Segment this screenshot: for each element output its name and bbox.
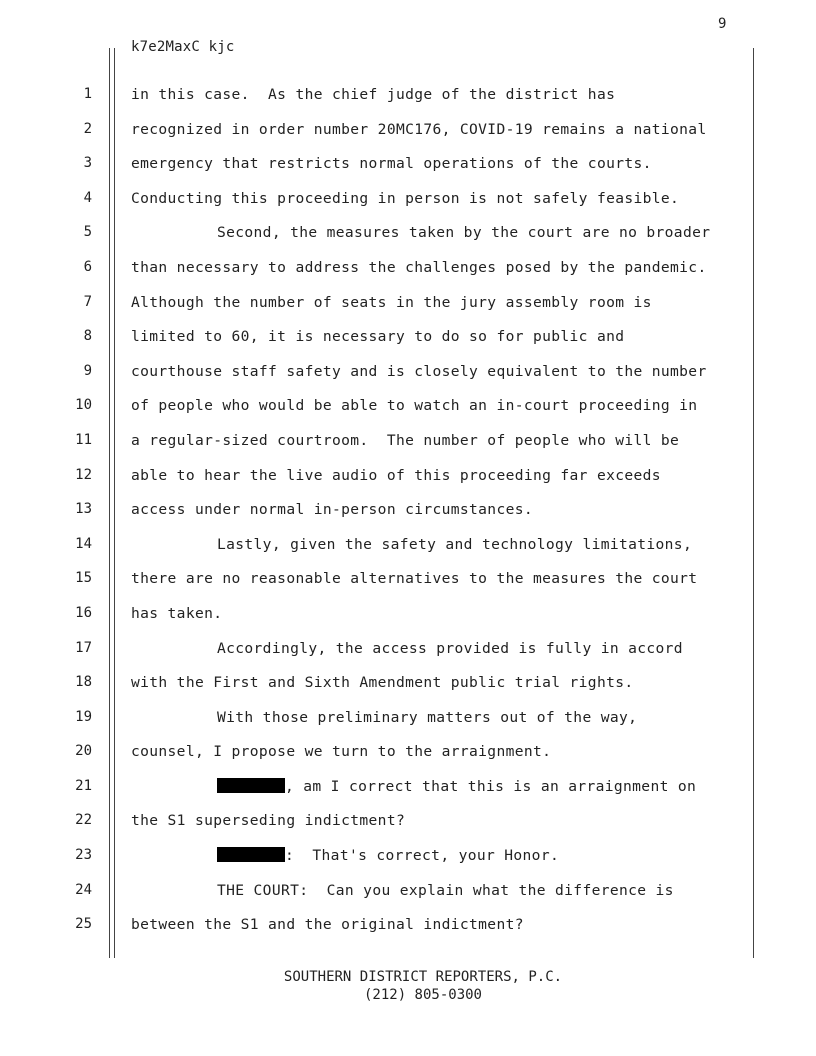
transcript-line <box>0 739 816 774</box>
line-number: 25 <box>75 916 92 933</box>
line-number: 14 <box>75 535 92 552</box>
footer <box>0 968 816 1004</box>
transcript-body <box>0 82 816 947</box>
transcript-line <box>0 324 816 359</box>
line-number: 13 <box>75 501 92 518</box>
line-text: Although the number of seats in the jury assembly room is <box>131 293 652 311</box>
line-text: Accordingly, the access provided is fully in accord <box>217 639 683 657</box>
transcript-line <box>0 774 816 809</box>
line-text: Second, the measures taken by the court are no broader <box>217 224 711 242</box>
transcript-line <box>0 82 816 117</box>
transcript-line <box>0 566 816 601</box>
line-text: in this case. As the chief judge of the district has <box>131 86 616 103</box>
line-number: 21 <box>75 777 92 794</box>
line-number: 4 <box>83 189 92 206</box>
transcript-line <box>0 220 816 255</box>
line-text: than necessary to address the challenges posed by the pandemic. <box>131 258 707 276</box>
line-text: able to hear the live audio of this proceeding far exceeds <box>131 466 661 484</box>
transcript-line <box>0 151 816 186</box>
transcript-line <box>0 290 816 325</box>
line-text: recognized in order number 20MC176, COVID-19 remains a national <box>131 120 707 138</box>
transcript-line <box>0 255 816 290</box>
transcript-line <box>0 497 816 532</box>
transcript-line <box>0 463 816 498</box>
line-number: 17 <box>75 639 92 656</box>
page-number: 9 <box>718 16 727 32</box>
transcript-line <box>0 705 816 740</box>
footer-phone: (212) 805-0300 <box>363 987 482 1003</box>
line-number: 19 <box>75 708 92 725</box>
transcript-line <box>0 393 816 428</box>
line-text: the S1 superseding indictment? <box>131 812 406 830</box>
line-text: of people who would be able to watch an in-court proceeding in <box>131 397 698 415</box>
line-number: 9 <box>83 362 92 379</box>
transcript-line <box>0 912 816 947</box>
line-text: limited to 60, it is necessary to do so for public and <box>131 328 625 346</box>
line-text: Lastly, given the safety and technology limitations, <box>217 535 693 553</box>
transcript-line <box>0 601 816 636</box>
line-text: with the First and Sixth Amendment public trial rights. <box>131 674 634 692</box>
line-text: With those preliminary matters out of the way, <box>217 708 638 726</box>
transcript-line <box>0 843 816 878</box>
line-text: a regular-sized courtroom. The number of people who will be <box>131 431 680 449</box>
transcript-line <box>0 808 816 843</box>
line-text-after-redaction: : That's correct, your Honor. <box>285 847 560 865</box>
transcript-line <box>0 636 816 671</box>
line-number: 1 <box>83 86 92 102</box>
line-number: 15 <box>75 570 92 587</box>
line-number: 6 <box>83 258 92 275</box>
line-text: there are no reasonable alternatives to the measures the court <box>131 570 698 588</box>
line-text-after-redaction: , am I correct that this is an arraignment on <box>285 777 697 795</box>
line-number: 16 <box>75 604 92 621</box>
line-text <box>217 778 696 795</box>
line-text: counsel, I propose we turn to the arraignment. <box>131 743 552 761</box>
line-text: THE COURT: Can you explain what the difference is <box>217 881 674 899</box>
line-number: 7 <box>83 293 92 310</box>
transcript-line <box>0 670 816 705</box>
footer-reporter-name: SOUTHERN DISTRICT REPORTERS, P.C. <box>283 969 563 985</box>
line-text: has taken. <box>131 604 223 622</box>
line-number: 20 <box>75 743 92 760</box>
line-text: Conducting this proceeding in person is not safely feasible. <box>131 189 680 207</box>
transcript-line <box>0 532 816 567</box>
transcript-line <box>0 878 816 913</box>
transcript-line <box>0 117 816 152</box>
line-number: 10 <box>75 397 92 414</box>
line-text <box>217 847 559 864</box>
transcript-line <box>0 186 816 221</box>
line-number: 8 <box>83 328 92 345</box>
line-text: access under normal in-person circumstances. <box>131 501 533 519</box>
header-id: k7e2MaxC kjc <box>131 39 235 55</box>
transcript-line <box>0 359 816 394</box>
line-text: between the S1 and the original indictment? <box>131 916 524 934</box>
line-number: 12 <box>75 466 92 483</box>
line-number: 24 <box>75 881 92 898</box>
line-text: emergency that restricts normal operations of the courts. <box>131 155 652 173</box>
line-number: 5 <box>83 224 92 241</box>
line-number: 2 <box>83 120 92 137</box>
line-number: 3 <box>83 155 92 172</box>
line-number: 11 <box>75 431 92 448</box>
line-number: 22 <box>75 812 92 829</box>
redaction-box <box>217 847 285 862</box>
line-text: courthouse staff safety and is closely equivalent to the number <box>131 362 707 380</box>
line-number: 23 <box>75 847 92 864</box>
transcript-line <box>0 428 816 463</box>
redaction-box <box>217 778 285 793</box>
line-number: 18 <box>75 674 92 691</box>
